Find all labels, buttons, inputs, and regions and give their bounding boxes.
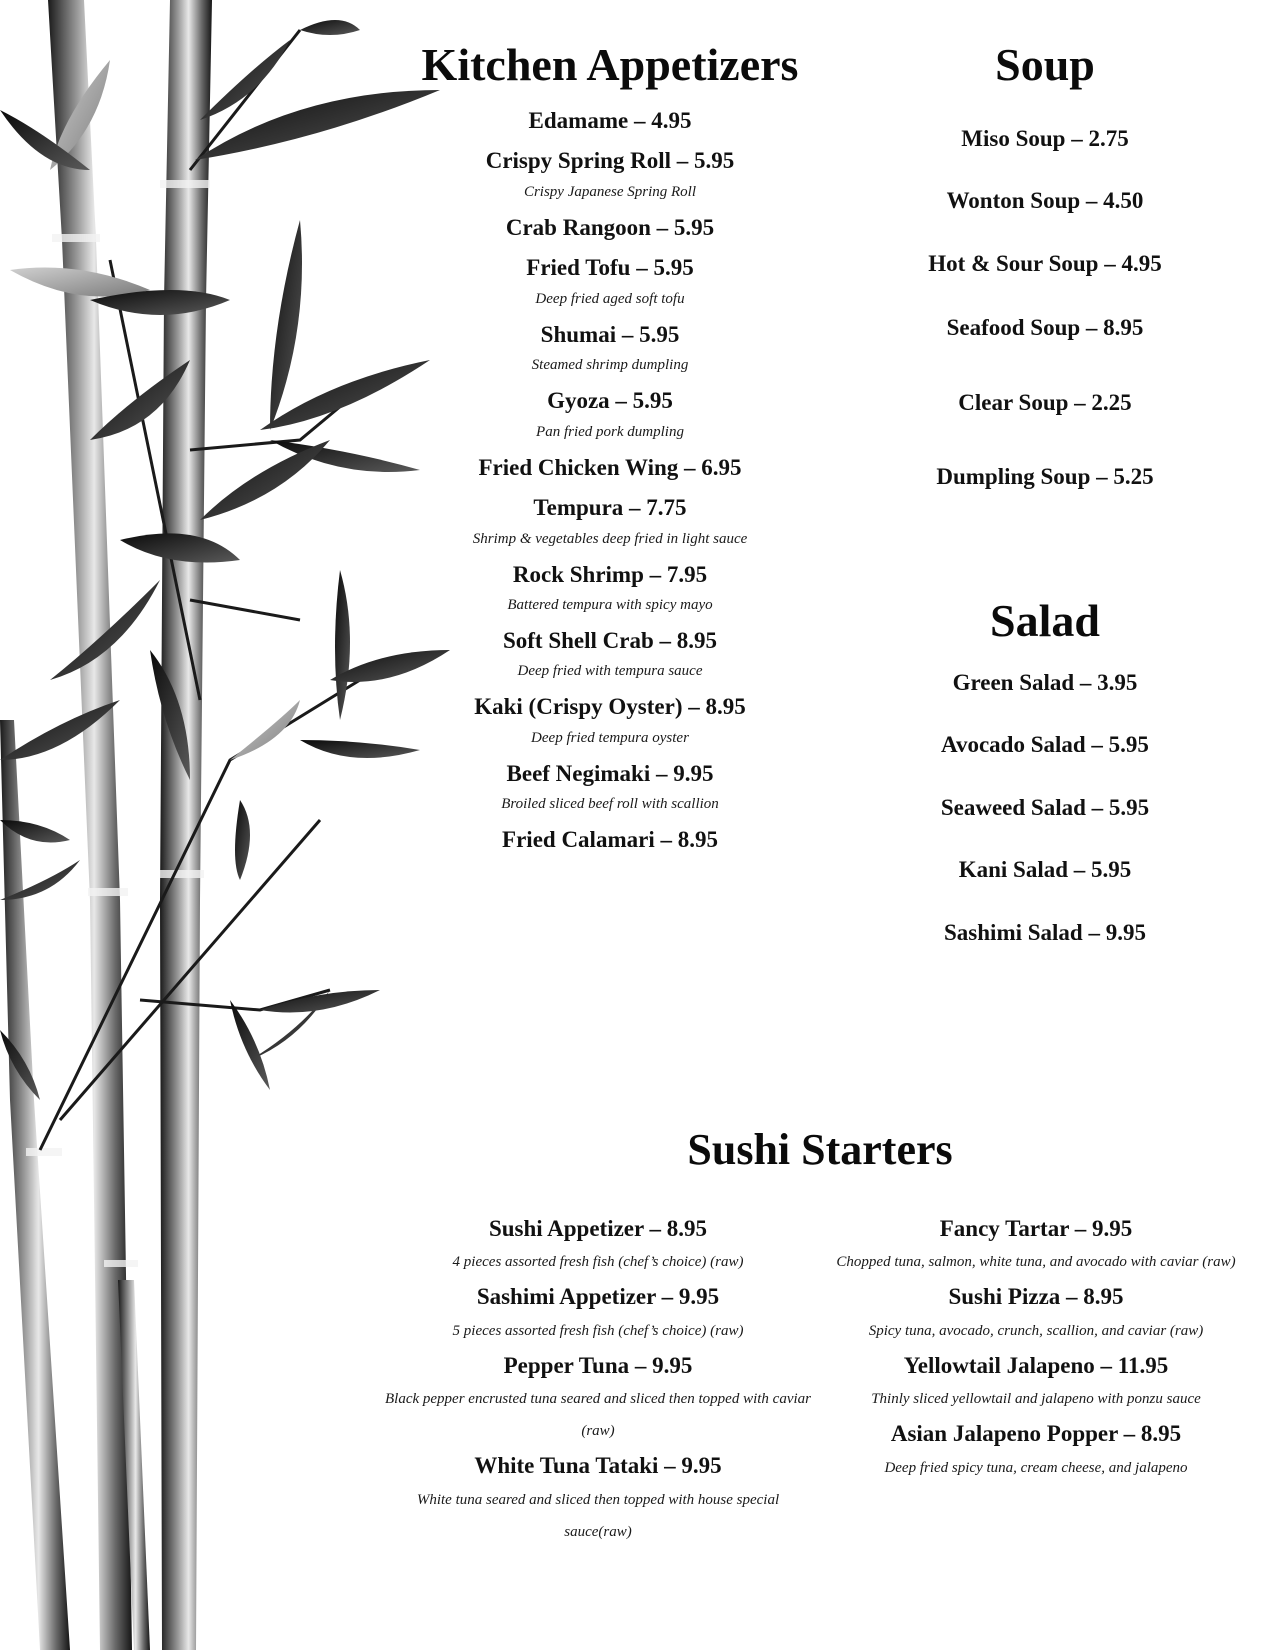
sushi-starters-left-column [382, 1216, 814, 1554]
salad-item: Kani Salad – 5.95 [958, 857, 1132, 883]
menu-item [420, 761, 800, 813]
menu-item [420, 827, 800, 853]
menu-item [382, 1284, 814, 1346]
menu-item-description: Chopped tuna, salmon, white tuna, and avocado with caviar (raw) [836, 1254, 1236, 1271]
menu-item [420, 628, 800, 680]
menu-item-description: Shrimp & vegetables deep fried in light sauce [472, 530, 748, 547]
menu-item [836, 1216, 1236, 1278]
menu-item-description: Black pepper encrusted tuna seared and sliced then topped with caviar (raw) [384, 1391, 811, 1440]
soup-item: Dumpling Soup – 5.25 [936, 464, 1154, 490]
menu-item-description: Deep fried aged soft tofu [535, 290, 685, 307]
menu-item-description: Battered tempura with spicy mayo [507, 596, 713, 613]
sushi-starters-right-column [836, 1216, 1236, 1490]
menu-item [382, 1453, 814, 1547]
salad-item: Seaweed Salad – 5.95 [940, 794, 1150, 820]
menu-item [420, 108, 800, 134]
salad-item: Green Salad – 3.95 [952, 670, 1138, 695]
menu-item [420, 562, 800, 614]
salad-list [880, 670, 1210, 946]
soup-heading: Soup [995, 39, 1095, 90]
menu-item-description: Pan fried pork dumpling [536, 423, 684, 440]
menu-item-description: Deep fried with tempura sauce [517, 663, 703, 680]
menu-item [420, 694, 800, 746]
soup-item: Hot & Sour Soup – 4.95 [928, 250, 1162, 276]
menu-item-description: Steamed shrimp dumpling [531, 357, 689, 374]
menu-item-name: Gyoza – 5.95 [547, 388, 673, 414]
menu-item [420, 148, 800, 200]
menu-item-name: Fried Calamari – 8.95 [502, 827, 718, 853]
menu-item-name: Crab Rangoon – 5.95 [505, 214, 715, 240]
menu-item-name: Soft Shell Crab – 8.95 [502, 627, 718, 653]
menu-item-description: Thinly sliced yellowtail and jalapeno with ponzu sauce [871, 1391, 1201, 1408]
menu-item-name: Fried Tofu – 5.95 [526, 255, 694, 281]
soup-item: Seafood Soup – 8.95 [946, 315, 1144, 341]
menu-item [420, 215, 800, 241]
salad-section [880, 595, 1210, 982]
menu-item-name: Sushi Appetizer – 8.95 [488, 1216, 708, 1241]
menu-item-name: Sashimi Appetizer – 9.95 [476, 1284, 720, 1310]
menu-item-description: White tuna seared and sliced then topped with house special sauce(raw) [416, 1491, 780, 1540]
menu-item-name: Rock Shrimp – 7.95 [512, 561, 708, 587]
menu-item-name: Yellowtail Jalapeno – 11.95 [903, 1352, 1169, 1378]
menu-item [836, 1284, 1236, 1346]
salad-heading: Salad [990, 595, 1100, 646]
soup-item: Wonton Soup – 4.50 [946, 188, 1144, 214]
soup-item: Clear Soup – 2.25 [958, 389, 1132, 415]
kitchen-appetizers-heading: Kitchen Appetizers [421, 39, 799, 90]
kitchen-appetizers-list [420, 108, 800, 854]
menu-item [420, 455, 800, 481]
menu-item-description: 5 pieces assorted fresh fish (chef’s choice) (raw) [452, 1322, 744, 1339]
menu-item-name: White Tuna Tataki – 9.95 [474, 1453, 722, 1479]
menu-item-name: Pepper Tuna – 9.95 [503, 1352, 693, 1378]
menu-item-name: Kaki (Crispy Oyster) – 8.95 [474, 694, 746, 720]
menu-item-description: Spicy tuna, avocado, crunch, scallion, and caviar (raw) [868, 1322, 1204, 1339]
menu-item-name: Beef Negimaki – 9.95 [506, 760, 714, 786]
menu-item [420, 495, 800, 547]
menu-item-name: Edamame – 4.95 [528, 108, 692, 133]
menu-item [382, 1353, 814, 1447]
soup-item: Miso Soup – 2.75 [961, 126, 1129, 151]
menu-item-description: Deep fried tempura oyster [531, 729, 689, 746]
menu-item-name: Tempura – 7.75 [533, 495, 687, 521]
menu-item [420, 322, 800, 374]
menu-item-name: Shumai – 5.95 [540, 321, 680, 347]
menu-item [836, 1421, 1236, 1483]
soup-list [880, 126, 1210, 491]
salad-item: Sashimi Salad – 9.95 [944, 919, 1146, 945]
menu-item [420, 255, 800, 307]
sushi-starters-heading: Sushi Starters [687, 1125, 953, 1174]
menu-item-description: 4 pieces assorted fresh fish (chef’s choice) (raw) [452, 1254, 744, 1271]
menu-item [836, 1353, 1236, 1415]
menu-item-description: Deep fried spicy tuna, cream cheese, and jalapeno [884, 1459, 1188, 1476]
soup-section [880, 39, 1210, 491]
menu-item-description: Crispy Japanese Spring Roll [523, 183, 697, 200]
menu-item-name: Fancy Tartar – 9.95 [939, 1216, 1133, 1241]
kitchen-appetizers-section [420, 39, 800, 868]
menu-item-name: Crispy Spring Roll – 5.95 [485, 148, 735, 174]
menu-item-name: Sushi Pizza – 8.95 [948, 1284, 1124, 1310]
salad-item: Avocado Salad – 5.95 [941, 732, 1149, 758]
menu-item-description: Broiled sliced beef roll with scallion [501, 796, 719, 813]
menu-item [382, 1216, 814, 1278]
menu-item-name: Asian Jalapeno Popper – 8.95 [890, 1421, 1182, 1447]
menu-item-name: Fried Chicken Wing – 6.95 [478, 454, 742, 480]
menu-item [420, 388, 800, 440]
